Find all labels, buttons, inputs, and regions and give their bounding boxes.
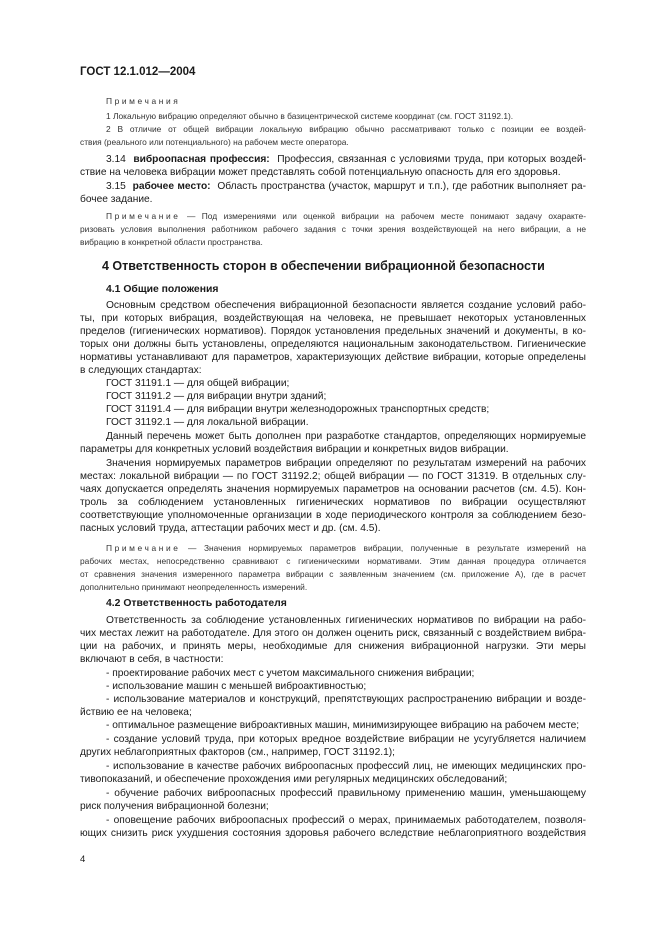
term-3-14-def: Профессия, связанная с условиями труда, при которых воздей- xyxy=(277,154,586,165)
p41c-line-1: Значения нормируемых параметров вибрации определяют по результатам измерений на рабочих xyxy=(106,458,586,469)
p41-line-3: пределов (гигиенических нормативов). Порядок установления предельных значений и документы, в ко- xyxy=(80,326,586,337)
p42-line-3: ции на рабочих, и принять меры, необходимые для снижения вибрационной нагрузки. Эти меры xyxy=(80,641,586,652)
p41b-line-1: Данный перечень может быть дополнен при разработке стандартов, определяющих нормируемые xyxy=(106,431,586,442)
p41-line-5: нормативы устанавливают для параметров, характеризующих действие вибрации, которые определены xyxy=(80,352,586,363)
p41c-line-6: пасных условий труда, аттестации рабочих мест и др. (см. 4.5). xyxy=(80,523,381,534)
term-3-15-number: 3.15 xyxy=(106,181,126,192)
p41c-line-5: соответствующие уполномоченные организации в ходе периодического контроля за соблюдением безо- xyxy=(80,510,586,521)
note-4-1-line-2: рабочих местах, непосредственно сравнивают с гигиеническими нормативами. Этим данная процедура отличается xyxy=(80,556,586,566)
measure-item: - обучение рабочих виброопасных профессий правильному применению машин, уменьшающему xyxy=(106,788,586,799)
note-1: 1 Локальную вибрацию определяют обычно в базицентрической системе координат (см. ГОСТ 31192.1). xyxy=(106,111,514,121)
note-3-15-line-2: ризовать условия выполнения работником рабочего задания с точки зрения воздействующей на него вибрации, а не xyxy=(80,224,586,234)
term-3-14-line-1 xyxy=(106,154,586,166)
term-3-15-def: Область пространства (участок, маршрут и т.п.), где работник выполняет ра- xyxy=(217,181,586,192)
measure-item: - создание условий труда, при которых вредное воздействие вибрации не усугубляется наличием xyxy=(106,734,586,745)
note-3-15-line-1 xyxy=(106,210,586,222)
p41c-line-2: местах: локальной вибрации — по ГОСТ 31192.2; общей вибрации — по ГОСТ 31319. В отдельных слу- xyxy=(80,471,586,482)
p41c-line-4: троль за соблюдением установленных гигиенических нормативов по вибрации осуществляют xyxy=(80,497,586,508)
note-3-15-text: — Под измерениями или оценкой вибрации на рабочем месте понимают задачу охаракте- xyxy=(186,211,586,221)
measure-item: - использование в качестве рабочих виброопасных профессий лиц, не имеющих медицинских про- xyxy=(106,761,586,772)
note-3-15-line-3: вибрацию в конкретной области пространства. xyxy=(80,237,263,247)
note-4-1-line-3: от сравнения значения измеренного параметра вибрации с заявленным значением (см. приложение А), где в расчет xyxy=(80,569,586,579)
p42-line-4: включают в себя, в частности: xyxy=(80,654,224,665)
note-4-1-line-1 xyxy=(106,542,586,554)
note-3-15-label: Примечание xyxy=(106,211,181,221)
p42-line-2: чих местах лежит на работодателе. Для этого он должен оценить риск, связанный с воздействием вибра- xyxy=(80,628,586,639)
term-3-14-term: виброопасная профессия: xyxy=(133,154,270,165)
measure-item: - проектирование рабочих мест с учетом максимального снижения вибрации; xyxy=(106,668,475,679)
note-4-1-line-4: дополнительно принимают неопределенность измерений. xyxy=(80,582,308,592)
note-4-1-text: — Значения нормируемых параметров вибрации, полученные в результате измерений на xyxy=(188,543,586,553)
p41c-line-3: чаях допускается определять значения нормируемых параметров на основании расчетов (см. 4.5). Кон- xyxy=(80,484,586,495)
measure-item-cont: йствию ее на человека; xyxy=(80,707,192,718)
subsection-4-1-heading: 4.1 Общие положения xyxy=(106,284,219,295)
p41-line-6: в следующих стандартах: xyxy=(80,365,202,376)
p41-line-4: торых они должны быть установлены, определяются национальным законодательством. Гигиенические xyxy=(80,339,586,350)
p41-line-1: Основным средством обеспечения вибрационной безопасности является создание условий рабо- xyxy=(106,300,586,311)
standard-item: ГОСТ 31191.1 — для общей вибрации; xyxy=(106,378,290,389)
term-3-15-term: рабочее место: xyxy=(132,181,211,192)
note-2-line-2: ствия (реального или потенциального) на рабочем месте оператора. xyxy=(80,137,349,147)
p41b-line-2: параметры для конкретных условий воздействия вибрации и конкретных видов вибрации. xyxy=(80,444,509,455)
term-3-15-line-2: бочее задание. xyxy=(80,194,153,205)
standard-item: ГОСТ 31192.1 — для локальной вибрации. xyxy=(106,417,309,428)
notes-label: Примечания xyxy=(106,96,181,106)
standard-item: ГОСТ 31191.4 — для вибрации внутри железнодорожных транспортных средств; xyxy=(106,404,490,415)
page-number: 4 xyxy=(80,854,86,865)
p41-line-2: ты, при которых вибрация, воздействующая на человека, не превышает некоторых установленных xyxy=(80,313,586,324)
section-4-heading: 4 Ответственность сторон в обеспечении вибрационной безопасности xyxy=(102,259,545,273)
p42-line-1: Ответственность за соблюдение установленных гигиенических нормативов по вибрации на рабо- xyxy=(106,615,586,626)
document-header: ГОСТ 12.1.012—2004 xyxy=(80,66,196,78)
measure-item-cont: ющих снизить риск ухудшения состояния здоровья рабочего вследствие неблагоприятного воздействия xyxy=(80,828,586,839)
measure-item: - использование машин с меньшей виброактивностью; xyxy=(106,681,367,692)
note-2-line-1: 2 В отличие от общей вибрации локальную вибрацию обычно рассматривают только с позиции ее воздей- xyxy=(106,124,586,134)
term-3-15-line-1 xyxy=(106,181,586,193)
measure-item: - оповещение рабочих виброопасных профессий о мерах, принимаемых работодателем, позволя- xyxy=(106,815,586,826)
measure-item: - использование материалов и конструкций, препятствующих распространению вибрации и возде- xyxy=(106,694,586,705)
note-4-1-label: Примечание xyxy=(106,543,181,553)
term-3-14-number: 3.14 xyxy=(106,154,126,165)
measure-item: - оптимальное размещение виброактивных машин, минимизирующее вибрацию на рабочем месте; xyxy=(106,720,580,731)
subsection-4-2-heading: 4.2 Ответственность работодателя xyxy=(106,598,287,609)
measure-item-cont: тивопоказаний, и обеспечение прохождения ими регулярных медицинских обследований; xyxy=(80,774,508,785)
measure-item-cont: других неблагоприятных факторов (см., например, ГОСТ 31192.1); xyxy=(80,747,395,758)
standard-item: ГОСТ 31191.2 — для вибрации внутри зданий; xyxy=(106,391,327,402)
measure-item-cont: риск получения вибрационной болезни; xyxy=(80,801,269,812)
term-3-14-line-2: ствие на человека вибрации может представлять собой потенциальную опасность для его здоровья. xyxy=(80,167,561,178)
